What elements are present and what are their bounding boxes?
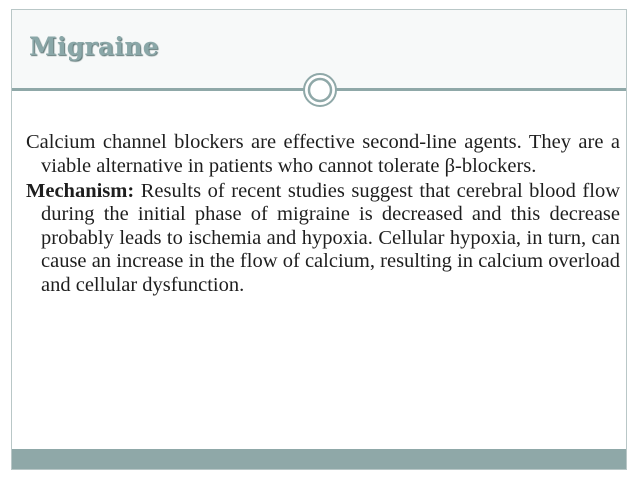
slide-frame bbox=[11, 9, 627, 470]
paragraph-text: Calcium channel blockers are effective second-line agents. They are a viable alternative in patients who cannot tolerate β-blockers. bbox=[26, 131, 620, 177]
body-paragraph bbox=[26, 131, 620, 178]
slide-title: Migraine bbox=[29, 32, 159, 61]
slide-body bbox=[26, 131, 620, 299]
paragraph-lead: Mechanism: bbox=[26, 179, 135, 202]
paragraph-text: Results of recent studies suggest that cerebral blood flow during the initial phase of migraine is decreased and this decrease probably leads to ischemia and hypoxia. Cellular hypoxia, in turn, can cause an increase in the flow of calcium, resulting in calcium overload and cellular dysfunction. bbox=[41, 179, 620, 296]
footer-band bbox=[12, 449, 626, 469]
body-paragraph bbox=[26, 180, 620, 298]
double-ring-icon bbox=[302, 72, 338, 108]
